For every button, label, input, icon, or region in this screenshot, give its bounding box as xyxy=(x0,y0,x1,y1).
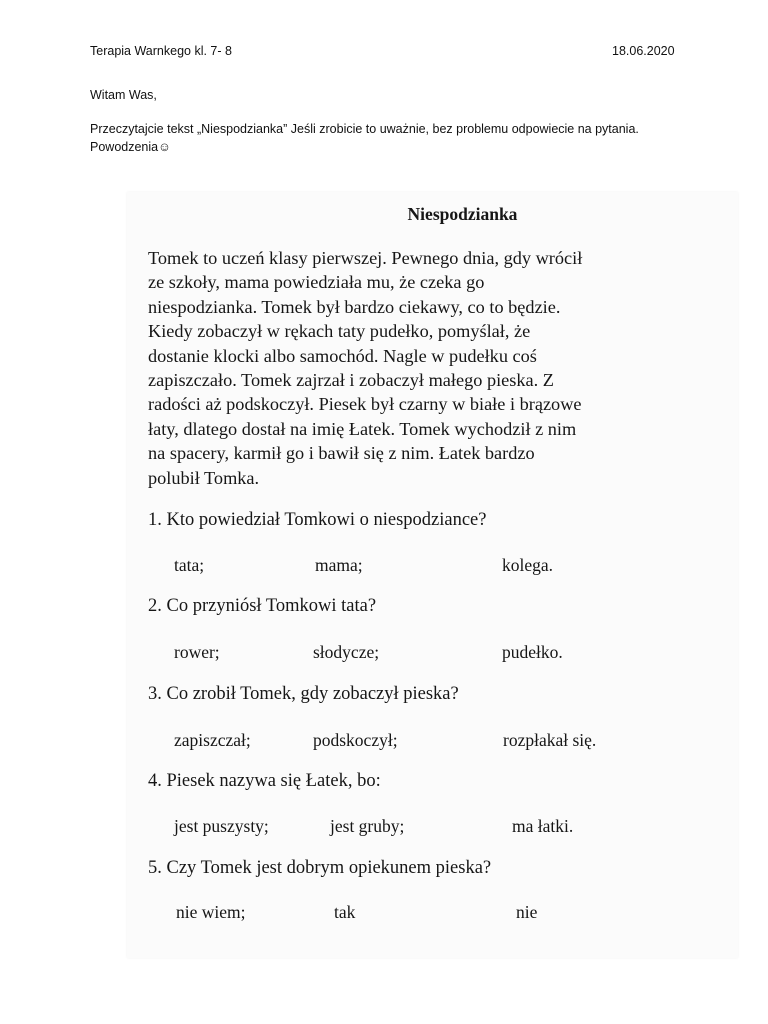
answer-option: jest gruby; xyxy=(330,816,405,836)
answer-option: kolega. xyxy=(502,555,554,575)
answer-option: tak xyxy=(334,902,356,922)
story-line: na spacery, karmił go i bawił się z nim. Łatek bardzo xyxy=(148,443,535,464)
story-line: zapiszczało. Tomek zajrzał i zobaczył małego pieska. Z xyxy=(148,370,554,391)
story-line: łaty, dlatego dostał na imię Łatek. Tomek wychodził z nim xyxy=(148,418,577,439)
scanned-worksheet xyxy=(127,192,738,958)
story-line: niespodzianka. Tomek był bardzo ciekawy, co to będzie. xyxy=(148,296,561,317)
instruction-line-2: Powodzenia☺ xyxy=(90,140,171,154)
answer-option: nie xyxy=(516,902,538,922)
question-3: 3. Co zrobił Tomek, gdy zobaczył pieska? xyxy=(148,684,459,704)
story-line: polubił Tomka. xyxy=(148,467,260,488)
answer-option: ma łatki. xyxy=(512,816,574,836)
question-4: 4. Piesek nazywa się Łatek, bo: xyxy=(148,771,381,791)
answer-option: mama; xyxy=(315,555,363,575)
answer-option: nie wiem; xyxy=(176,902,246,922)
answer-option: rozpłakał się. xyxy=(503,730,597,750)
answer-option: tata; xyxy=(174,555,205,575)
header-left-text: Terapia Warnkego kl. 7- 8 xyxy=(90,44,232,58)
answer-option: rower; xyxy=(174,642,220,662)
story-line: radości aż podskoczył. Piesek był czarny w białe i brązowe xyxy=(148,394,582,415)
story-text xyxy=(148,246,708,490)
answer-option: pudełko. xyxy=(502,642,563,662)
instruction xyxy=(90,120,690,156)
story-title: Niespodzianka xyxy=(407,204,518,224)
question-5: 5. Czy Tomek jest dobrym opiekunem pieska? xyxy=(148,858,492,878)
greeting: Witam Was, xyxy=(90,88,157,102)
answer-option: zapiszczał; xyxy=(174,730,251,750)
question-1: 1. Kto powiedział Tomkowi o niespodziance? xyxy=(148,510,487,530)
story-line: Tomek to uczeń klasy pierwszej. Pewnego dnia, gdy wrócił xyxy=(148,248,583,268)
story-line: dostanie klocki albo samochód. Nagle w pudełku coś xyxy=(148,345,537,366)
answer-option: jest puszysty; xyxy=(174,816,269,836)
instruction-line-1: Przeczytajcie tekst „Niespodzianka” Jeśli zrobicie to uważnie, bez problemu odpowiecie na pytania. xyxy=(90,122,639,136)
story-line: ze szkoły, mama powiedziała mu, że czeka go xyxy=(148,272,485,293)
story-line: Kiedy zobaczył w rękach taty pudełko, pomyślał, że xyxy=(148,321,531,342)
answer-option: podskoczył; xyxy=(313,730,398,750)
header-date: 18.06.2020 xyxy=(612,44,675,58)
question-2: 2. Co przyniósł Tomkowi tata? xyxy=(148,596,377,616)
answer-option: słodycze; xyxy=(313,642,380,662)
